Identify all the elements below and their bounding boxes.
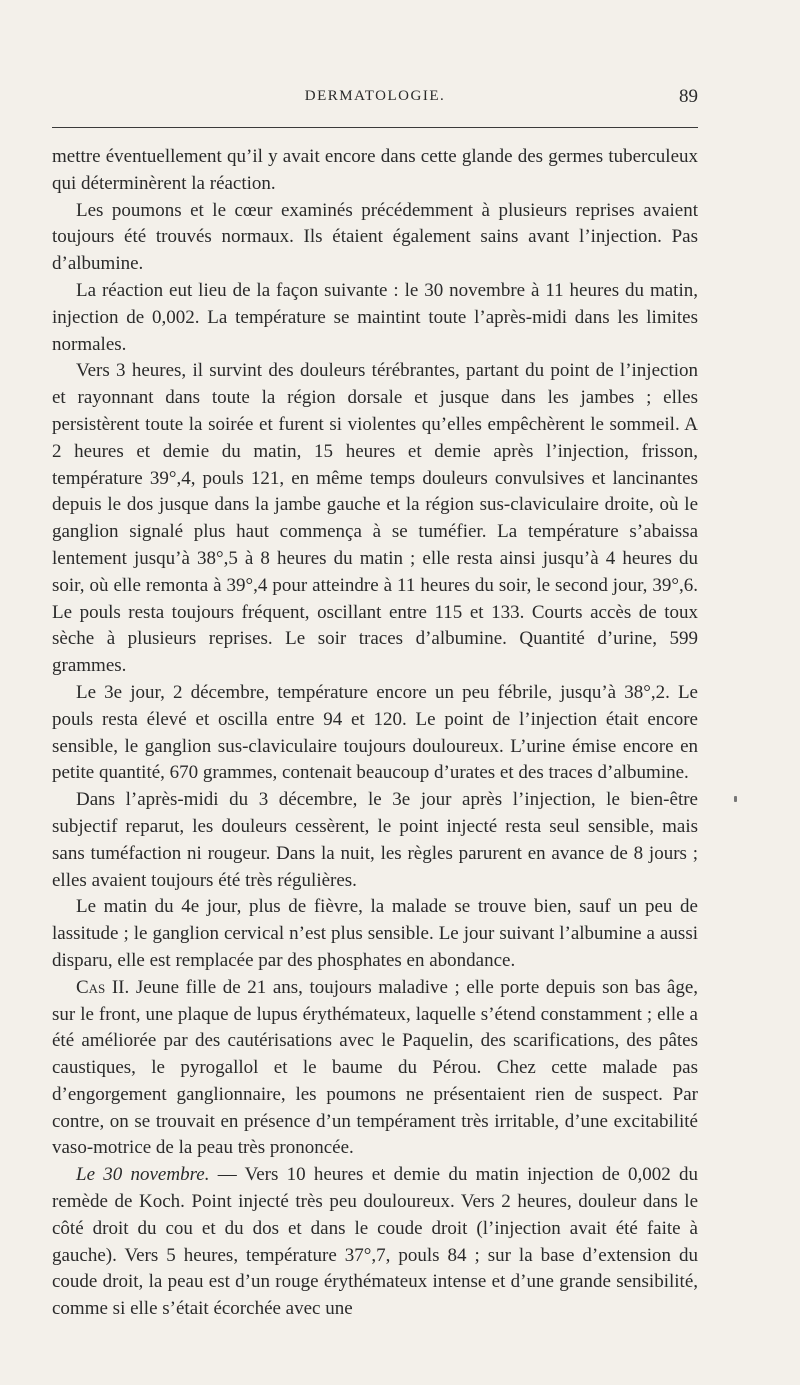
paragraph-8: [52, 975, 698, 1163]
running-title: DERMATOLOGIE.: [304, 88, 446, 104]
paragraph-5: Le 3e jour, 2 décembre, température encore un peu fébrile, jusqu’à 38°,2. Le pouls resta élevé et oscilla entre 94 et 120. Le point de l’injection était encore sensible, le ganglion sus-claviculaire toujours douloureux. L’urine émise encore en petite quantité, 670 grammes, contenait beaucoup d’urates et des traces d’albumine.: [52, 681, 698, 784]
paragraph-2: Les poumons et le cœur examinés précédemment à plusieurs reprises avaient toujours été trouvés normaux. Ils étaient également sains avant l’injection. Pas d’albumine.: [52, 199, 698, 275]
page-number: 89: [679, 86, 698, 107]
paragraph-4: Vers 3 heures, il survint des douleurs térébrantes, partant du point de l’injection et rayonnant dans toute la région dorsale et jusque dans les jambes ; elles persistèrent toute la soirée et furent si violentes qu’elles empêchèrent le sommeil. A 2 heures et demie du matin, 15 heures et demie après l’injection, frisson, température 39°,4, pouls 121, en même temps douleurs convulsives et lancinantes depuis le dos jusque dans la jambe gauche et la région sus-claviculaire droite, où le ganglion signalé plus haut commença à se tuméfier. La température s’abaissa lentement jusqu’à 38°,5 à 8 heures du matin ; elle resta ainsi jusqu’à 4 heures du soir, où elle remonta à 39°,4 pour atteindre à 11 heures du soir, le second jour, 39°,6. Le pouls resta toujours fréquent, oscillant entre 115 et 133. Courts accès de toux sèche à plusieurs reprises. Le soir traces d’albumine. Quantité d’urine, 599 grammes.: [52, 360, 698, 677]
header-rule: [52, 127, 698, 128]
paragraph-6: Dans l’après-midi du 3 décembre, le 3e jour après l’injection, le bien-être subjectif reparut, les douleurs cessèrent, le point injecté resta seul sensible, mais sans tuméfaction ni rougeur. Dans la nuit, les règles parurent en avance de 8 jours ; elles avaient toujours été très régulières.: [52, 789, 698, 891]
body-text: [52, 144, 698, 1323]
case-label: Cas II.: [76, 976, 130, 998]
paragraph-9: [52, 1162, 698, 1323]
paragraph-3: La réaction eut lieu de la façon suivante : le 30 novembre à 11 heures du matin, injection de 0,002. La température se maintint toute l’après-midi dans les limites normales.: [52, 279, 698, 355]
case-text: Jeune fille de 21 ans, toujours maladive ; elle porte depuis son bas âge, sur le front, une plaque de lupus érythémateux, laquelle s’étend constamment ; elle a été améliorée par des cautérisations avec le Paquelin, des scarifications, des pâtes caustiques, le pyrogallol et le baume du Pérou. Chez cette malade pas d’engorgement ganglionnaire, les poumons ne présentaient rien de suspect. Par contre, on se trouvait en présence d’un tempérament très irritable, d’une excitabilité vaso-motrice de la peau très prononcée.: [52, 976, 699, 1159]
entry-text: — Vers 10 heures et demie du matin injection de 0,002 du remède de Koch. Point injecté très peu douloureux. Vers 2 heures, douleur dans le côté droit du cou et du dos et dans le coude droit (l’injection avait été faite à gauche). Vers 5 heures, température 37°,7, pouls 84 ; sur la base d’extension du coude droit, la peau est d’un rouge érythémateux intense et d’une grande sensibilité, comme si elle s’était écorchée avec une: [52, 1164, 698, 1320]
margin-speck: [734, 796, 737, 802]
paragraph-1: mettre éventuellement qu’il y avait encore dans cette glande des germes tuberculeux qui déterminèrent la réaction.: [52, 146, 698, 194]
entry-date: Le 30 novembre.: [76, 1164, 210, 1186]
page-header: [52, 88, 698, 114]
paragraph-7: Le matin du 4e jour, plus de fièvre, la malade se trouve bien, sauf un peu de lassitude ; le ganglion cervical n’est plus sensible. Le jour suivant l’albumine a aussi disparu, elle est remplacée par des phosphates en abondance.: [52, 896, 698, 971]
